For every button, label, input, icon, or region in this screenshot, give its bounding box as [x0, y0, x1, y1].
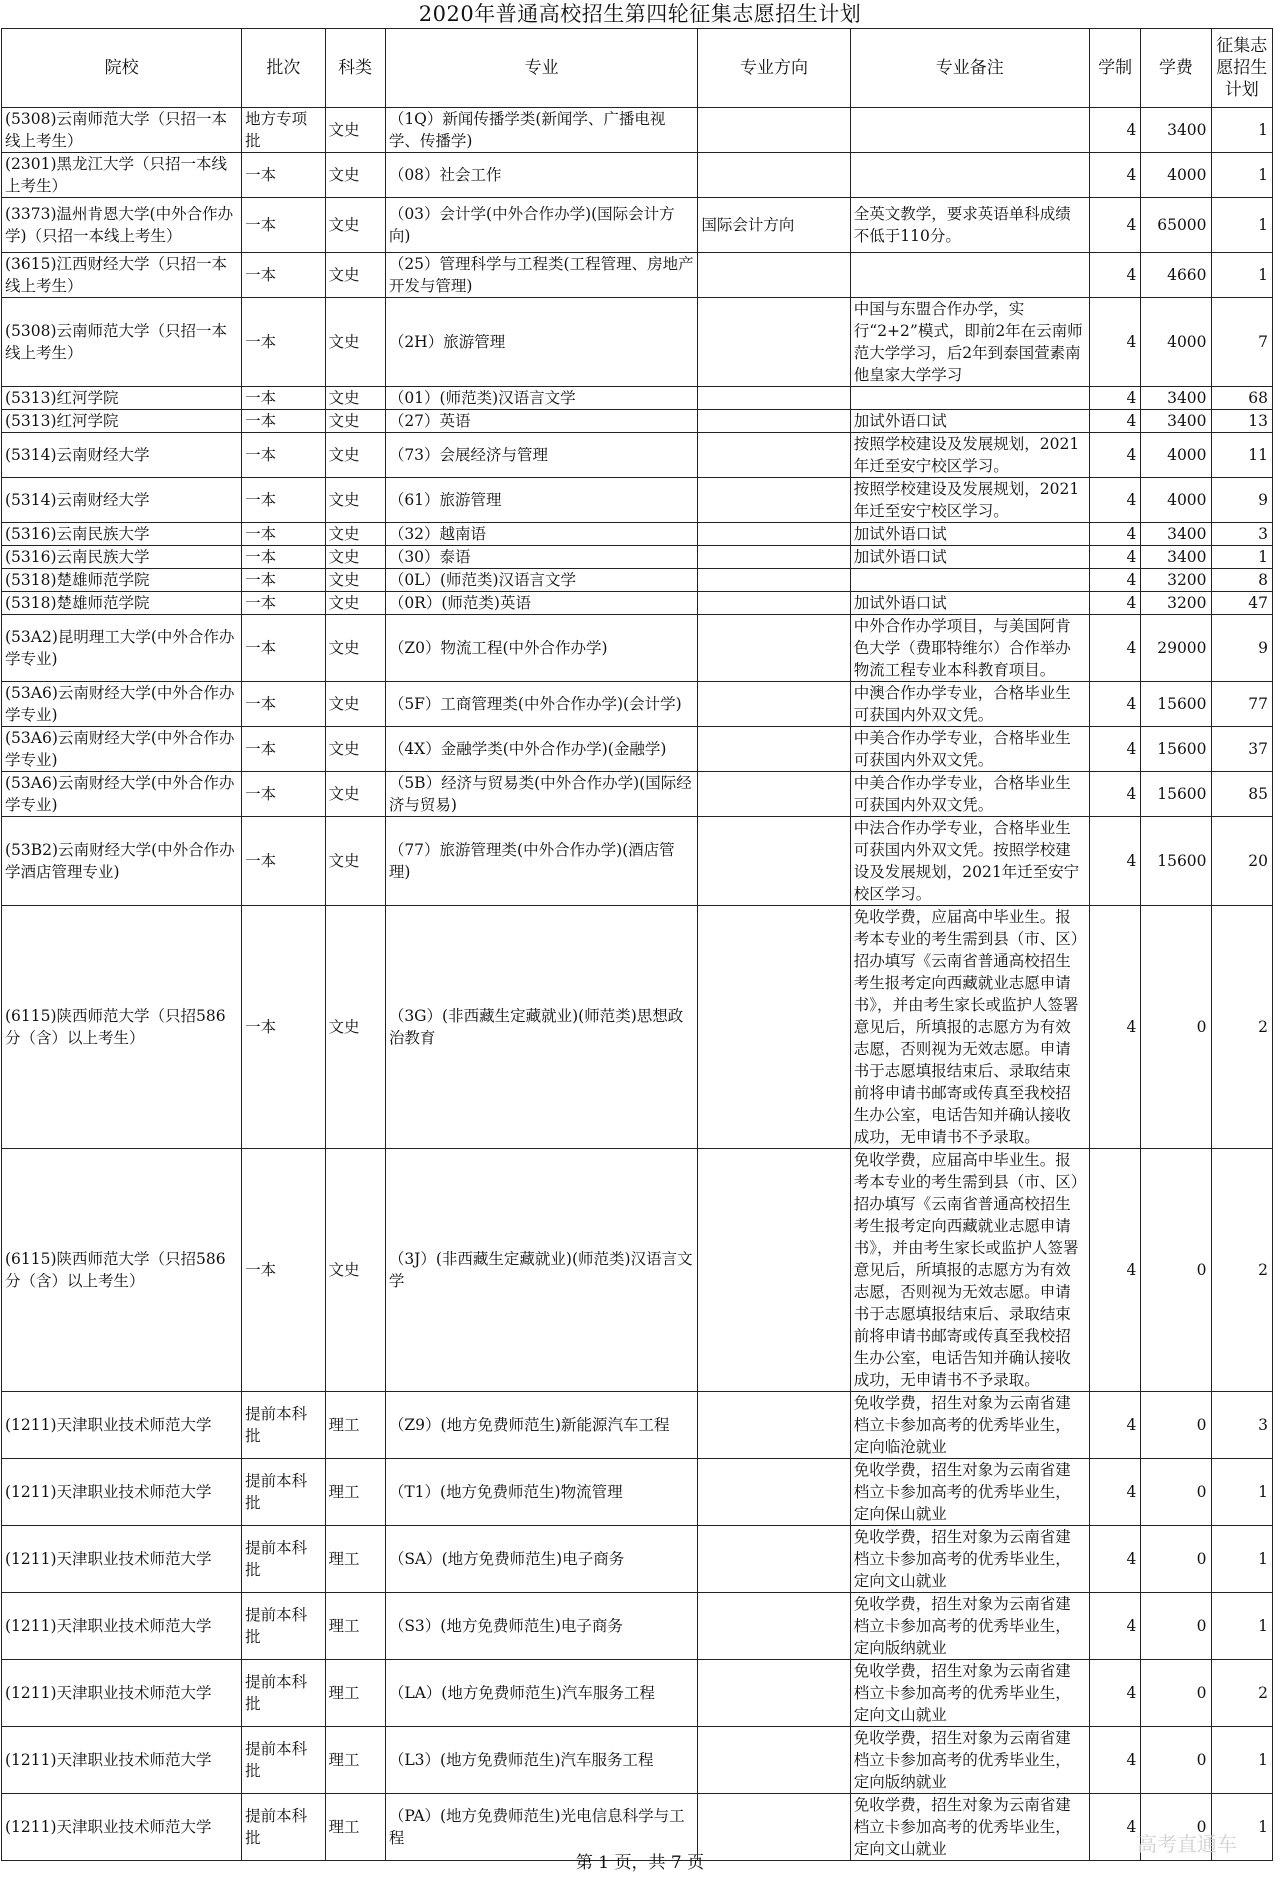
cell-school: (1211)天津职业技术师范大学: [2, 1593, 242, 1660]
cell-plan: 3: [1211, 1392, 1272, 1459]
cell-major: （25）管理科学与工程类(工程管理、房地产开发与管理): [385, 253, 698, 298]
cell-note: 加试外语口试: [850, 592, 1089, 615]
table-row: [2, 727, 1273, 772]
table-row: [2, 253, 1273, 298]
cell-plan: 2: [1211, 906, 1272, 1149]
cell-fee: 15600: [1141, 772, 1211, 817]
cell-direction: [698, 1660, 850, 1727]
cell-note: [850, 108, 1089, 153]
cell-category: 理工: [325, 1593, 385, 1660]
cell-note: 中法合作办学专业，合格毕业生可获国内外双文凭。按照学校建设及发展规划，2021年迁至安宁校区学习。: [850, 817, 1089, 906]
cell-note: 加试外语口试: [850, 546, 1089, 569]
cell-school: (1211)天津职业技术师范大学: [2, 1459, 242, 1526]
cell-years: 4: [1089, 1593, 1141, 1660]
cell-major: （5F）工商管理类(中外合作办学)(会计学): [385, 682, 698, 727]
cell-fee: 15600: [1141, 817, 1211, 906]
cell-batch: 一本: [242, 546, 325, 569]
col-header-batch: 批次: [242, 29, 325, 108]
cell-school: (5313)红河学院: [2, 410, 242, 433]
table-row: [2, 817, 1273, 906]
cell-plan: 1: [1211, 1593, 1272, 1660]
cell-fee: 3400: [1141, 410, 1211, 433]
table-row: [2, 615, 1273, 682]
cell-major: （73）会展经济与管理: [385, 433, 698, 478]
cell-school: (5314)云南财经大学: [2, 478, 242, 523]
cell-direction: [698, 433, 850, 478]
cell-school: (6115)陕西师范大学（只招586分（含）以上考生）: [2, 906, 242, 1149]
cell-plan: 20: [1211, 817, 1272, 906]
cell-plan: 2: [1211, 1149, 1272, 1392]
cell-plan: 77: [1211, 682, 1272, 727]
col-header-note: 专业备注: [850, 29, 1089, 108]
cell-plan: 1: [1211, 108, 1272, 153]
cell-school: (3615)江西财经大学（只招一本线上考生）: [2, 253, 242, 298]
cell-fee: 0: [1141, 1392, 1211, 1459]
cell-direction: [698, 592, 850, 615]
cell-direction: [698, 1149, 850, 1392]
cell-category: 理工: [325, 1526, 385, 1593]
cell-years: 4: [1089, 1459, 1141, 1526]
cell-plan: 1: [1211, 153, 1272, 198]
cell-major: （Z9）(地方免费师范生)新能源汽车工程: [385, 1392, 698, 1459]
cell-batch: 一本: [242, 682, 325, 727]
cell-plan: 1: [1211, 1526, 1272, 1593]
cell-fee: 4000: [1141, 153, 1211, 198]
cell-note: 免收学费，招生对象为云南省建档立卡参加高考的优秀毕业生，定向保山就业: [850, 1459, 1089, 1526]
table-row: [2, 1593, 1273, 1660]
cell-batch: 提前本科批: [242, 1794, 325, 1861]
cell-category: 理工: [325, 1392, 385, 1459]
cell-years: 4: [1089, 569, 1141, 592]
cell-batch: 一本: [242, 569, 325, 592]
cell-years: 4: [1089, 546, 1141, 569]
table-header-row: [2, 29, 1273, 108]
cell-fee: 65000: [1141, 198, 1211, 253]
cell-direction: [698, 727, 850, 772]
table-row: [2, 592, 1273, 615]
cell-category: 文史: [325, 298, 385, 387]
table-row: [2, 410, 1273, 433]
cell-note: 免收学费，招生对象为云南省建档立卡参加高考的优秀毕业生，定向文山就业: [850, 1526, 1089, 1593]
cell-direction: [698, 1526, 850, 1593]
cell-fee: 15600: [1141, 682, 1211, 727]
table-row: [2, 682, 1273, 727]
cell-fee: 15600: [1141, 727, 1211, 772]
cell-major: （30）泰语: [385, 546, 698, 569]
cell-major: （03）会计学(中外合作办学)(国际会计方向): [385, 198, 698, 253]
cell-school: (53B2)云南财经大学(中外合作办学酒店管理专业): [2, 817, 242, 906]
cell-fee: 3400: [1141, 108, 1211, 153]
cell-direction: [698, 1392, 850, 1459]
cell-years: 4: [1089, 1727, 1141, 1794]
cell-direction: [698, 523, 850, 546]
cell-fee: 3400: [1141, 546, 1211, 569]
cell-batch: 提前本科批: [242, 1459, 325, 1526]
cell-years: 4: [1089, 1392, 1141, 1459]
cell-direction: [698, 546, 850, 569]
cell-category: 文史: [325, 108, 385, 153]
cell-plan: 85: [1211, 772, 1272, 817]
cell-note: 加试外语口试: [850, 410, 1089, 433]
cell-years: 4: [1089, 153, 1141, 198]
page-footer: 第 1 页，共 7 页: [575, 1853, 705, 1873]
cell-fee: 29000: [1141, 615, 1211, 682]
cell-batch: 一本: [242, 410, 325, 433]
cell-category: 文史: [325, 433, 385, 478]
cell-school: (53A6)云南财经大学(中外合作办学专业): [2, 682, 242, 727]
cell-years: 4: [1089, 298, 1141, 387]
table-row: [2, 1149, 1273, 1392]
table-row: [2, 108, 1273, 153]
table-body: [2, 108, 1273, 1861]
cell-batch: 一本: [242, 592, 325, 615]
cell-fee: 0: [1141, 1794, 1211, 1861]
cell-direction: [698, 1794, 850, 1861]
cell-years: 4: [1089, 1526, 1141, 1593]
cell-plan: 1: [1211, 546, 1272, 569]
cell-direction: [698, 615, 850, 682]
cell-major: （08）社会工作: [385, 153, 698, 198]
cell-major: （01）(师范类)汉语言文学: [385, 387, 698, 410]
cell-years: 4: [1089, 253, 1141, 298]
watermark: 高考直通车: [1137, 1832, 1237, 1856]
cell-note: 按照学校建设及发展规划，2021年迁至安宁校区学习。: [850, 433, 1089, 478]
cell-major: （0L）(师范类)汉语言文学: [385, 569, 698, 592]
cell-school: (1211)天津职业技术师范大学: [2, 1794, 242, 1861]
cell-school: (6115)陕西师范大学（只招586分（含）以上考生）: [2, 1149, 242, 1392]
cell-direction: [698, 478, 850, 523]
cell-batch: 提前本科批: [242, 1727, 325, 1794]
cell-years: 4: [1089, 1794, 1141, 1861]
cell-years: 4: [1089, 410, 1141, 433]
cell-school: (5316)云南民族大学: [2, 523, 242, 546]
cell-plan: 47: [1211, 592, 1272, 615]
cell-note: 加试外语口试: [850, 523, 1089, 546]
cell-category: 文史: [325, 592, 385, 615]
cell-fee: 0: [1141, 1593, 1211, 1660]
cell-direction: [698, 817, 850, 906]
cell-fee: 4000: [1141, 298, 1211, 387]
cell-major: （Z0）物流工程(中外合作办学): [385, 615, 698, 682]
col-header-direction: 专业方向: [698, 29, 850, 108]
cell-school: (1211)天津职业技术师范大学: [2, 1392, 242, 1459]
cell-note: 中外合作办学项目，与美国阿肯色大学（费耶特维尔）合作举办物流工程专业本科教育项目。: [850, 615, 1089, 682]
cell-school: (5316)云南民族大学: [2, 546, 242, 569]
cell-direction: [698, 253, 850, 298]
table-row: [2, 433, 1273, 478]
cell-note: 中美合作办学专业，合格毕业生可获国内外双文凭。: [850, 772, 1089, 817]
col-header-fee: 学费: [1141, 29, 1211, 108]
cell-note: 免收学费，招生对象为云南省建档立卡参加高考的优秀毕业生，定向文山就业: [850, 1794, 1089, 1861]
cell-note: 免收学费，招生对象为云南省建档立卡参加高考的优秀毕业生，定向版纳就业: [850, 1593, 1089, 1660]
cell-school: (2301)黑龙江大学（只招一本线上考生）: [2, 153, 242, 198]
cell-category: 文史: [325, 906, 385, 1149]
table-row: [2, 1459, 1273, 1526]
cell-fee: 3400: [1141, 387, 1211, 410]
cell-major: （2H）旅游管理: [385, 298, 698, 387]
cell-school: (5313)红河学院: [2, 387, 242, 410]
cell-fee: 3200: [1141, 569, 1211, 592]
cell-plan: 2: [1211, 1660, 1272, 1727]
cell-note: [850, 153, 1089, 198]
cell-fee: 3400: [1141, 523, 1211, 546]
cell-plan: 11: [1211, 433, 1272, 478]
cell-major: （PA）(地方免费师范生)光电信息科学与工程: [385, 1794, 698, 1861]
cell-category: 理工: [325, 1660, 385, 1727]
cell-fee: 0: [1141, 1526, 1211, 1593]
table-row: [2, 387, 1273, 410]
cell-plan: 13: [1211, 410, 1272, 433]
cell-category: 文史: [325, 198, 385, 253]
cell-plan: 7: [1211, 298, 1272, 387]
cell-years: 4: [1089, 387, 1141, 410]
table-row: [2, 906, 1273, 1149]
cell-batch: 提前本科批: [242, 1593, 325, 1660]
cell-plan: 9: [1211, 478, 1272, 523]
cell-batch: 一本: [242, 253, 325, 298]
cell-plan: 8: [1211, 569, 1272, 592]
cell-direction: [698, 1459, 850, 1526]
cell-batch: 一本: [242, 727, 325, 772]
cell-fee: 0: [1141, 906, 1211, 1149]
page-title: 2020年普通高校招生第四轮征集志愿招生计划: [418, 2, 862, 26]
cell-years: 4: [1089, 523, 1141, 546]
cell-plan: 1: [1211, 1459, 1272, 1526]
cell-category: 理工: [325, 1459, 385, 1526]
cell-major: （3J）(非西藏生定藏就业)(师范类)汉语言文学: [385, 1149, 698, 1392]
cell-batch: 一本: [242, 198, 325, 253]
cell-direction: [698, 1727, 850, 1794]
cell-years: 4: [1089, 727, 1141, 772]
cell-years: 4: [1089, 1149, 1141, 1392]
cell-plan: 37: [1211, 727, 1272, 772]
cell-school: (5308)云南师范大学（只招一本线上考生）: [2, 108, 242, 153]
cell-category: 理工: [325, 1727, 385, 1794]
cell-plan: 1: [1211, 1727, 1272, 1794]
cell-note: 免收学费，招生对象为云南省建档立卡参加高考的优秀毕业生，定向文山就业: [850, 1660, 1089, 1727]
cell-category: 文史: [325, 410, 385, 433]
cell-note: 中国与东盟合作办学，实行“2+2”模式，即前2年在云南师范大学学习，后2年到泰国萱素南他皇家大学学习: [850, 298, 1089, 387]
cell-fee: 0: [1141, 1459, 1211, 1526]
cell-major: （3G）(非西藏生定藏就业)(师范类)思想政治教育: [385, 906, 698, 1149]
cell-years: 4: [1089, 817, 1141, 906]
cell-school: (5308)云南师范大学（只招一本线上考生）: [2, 298, 242, 387]
cell-direction: [698, 906, 850, 1149]
cell-school: (5314)云南财经大学: [2, 433, 242, 478]
cell-batch: 一本: [242, 478, 325, 523]
cell-batch: 一本: [242, 433, 325, 478]
cell-years: 4: [1089, 906, 1141, 1149]
cell-major: （0R）(师范类)英语: [385, 592, 698, 615]
table-row: [2, 478, 1273, 523]
table-row: [2, 523, 1273, 546]
cell-major: （L3）(地方免费师范生)汽车服务工程: [385, 1727, 698, 1794]
cell-years: 4: [1089, 108, 1141, 153]
cell-major: （S3）(地方免费师范生)电子商务: [385, 1593, 698, 1660]
cell-fee: 0: [1141, 1149, 1211, 1392]
cell-note: [850, 569, 1089, 592]
cell-school: (5318)楚雄师范学院: [2, 569, 242, 592]
table-row: [2, 198, 1273, 253]
cell-plan: 1: [1211, 253, 1272, 298]
table-row: [2, 1526, 1273, 1593]
cell-note: 全英文教学，要求英语单科成绩不低于110分。: [850, 198, 1089, 253]
cell-batch: 一本: [242, 298, 325, 387]
cell-note: 中澳合作办学专业，合格毕业生可获国内外双文凭。: [850, 682, 1089, 727]
cell-category: 理工: [325, 1794, 385, 1861]
cell-direction: [698, 410, 850, 433]
cell-fee: 4000: [1141, 478, 1211, 523]
table-row: [2, 546, 1273, 569]
cell-batch: 地方专项批: [242, 108, 325, 153]
cell-direction: [698, 387, 850, 410]
cell-major: （5B）经济与贸易类(中外合作办学)(国际经济与贸易): [385, 772, 698, 817]
cell-category: 文史: [325, 253, 385, 298]
cell-major: （1Q）新闻传播学类(新闻学、广播电视学、传播学): [385, 108, 698, 153]
cell-batch: 提前本科批: [242, 1660, 325, 1727]
cell-school: (1211)天津职业技术师范大学: [2, 1727, 242, 1794]
table-row: [2, 1660, 1273, 1727]
cell-major: （SA）(地方免费师范生)电子商务: [385, 1526, 698, 1593]
cell-fee: 0: [1141, 1727, 1211, 1794]
cell-school: (53A6)云南财经大学(中外合作办学专业): [2, 727, 242, 772]
cell-category: 文史: [325, 153, 385, 198]
cell-batch: 一本: [242, 817, 325, 906]
cell-plan: 68: [1211, 387, 1272, 410]
cell-batch: 一本: [242, 615, 325, 682]
table-row: [2, 1794, 1273, 1861]
cell-direction: [698, 298, 850, 387]
cell-batch: 一本: [242, 772, 325, 817]
cell-batch: 提前本科批: [242, 1392, 325, 1459]
cell-note: 免收学费，招生对象为云南省建档立卡参加高考的优秀毕业生，定向版纳就业: [850, 1727, 1089, 1794]
cell-fee: 4660: [1141, 253, 1211, 298]
cell-direction: [698, 108, 850, 153]
cell-batch: 一本: [242, 153, 325, 198]
cell-major: （T1）(地方免费师范生)物流管理: [385, 1459, 698, 1526]
cell-note: [850, 253, 1089, 298]
cell-years: 4: [1089, 198, 1141, 253]
cell-major: （32）越南语: [385, 523, 698, 546]
cell-category: 文史: [325, 1149, 385, 1392]
cell-major: （61）旅游管理: [385, 478, 698, 523]
table-row: [2, 298, 1273, 387]
table-row: [2, 1392, 1273, 1459]
cell-years: 4: [1089, 682, 1141, 727]
cell-school: (1211)天津职业技术师范大学: [2, 1526, 242, 1593]
cell-fee: 0: [1141, 1660, 1211, 1727]
cell-category: 文史: [325, 569, 385, 592]
cell-major: （77）旅游管理类(中外合作办学)(酒店管理): [385, 817, 698, 906]
cell-category: 文史: [325, 817, 385, 906]
cell-school: (53A6)云南财经大学(中外合作办学专业): [2, 772, 242, 817]
cell-note: 免收学费，招生对象为云南省建档立卡参加高考的优秀毕业生，定向临沧就业: [850, 1392, 1089, 1459]
cell-category: 文史: [325, 682, 385, 727]
col-header-major: 专业: [385, 29, 698, 108]
cell-direction: [698, 569, 850, 592]
cell-category: 文史: [325, 615, 385, 682]
cell-plan: 9: [1211, 615, 1272, 682]
cell-years: 4: [1089, 592, 1141, 615]
cell-plan: 3: [1211, 523, 1272, 546]
cell-plan: 1: [1211, 198, 1272, 253]
cell-batch: 一本: [242, 523, 325, 546]
cell-category: 文史: [325, 772, 385, 817]
cell-direction: [698, 772, 850, 817]
cell-batch: 一本: [242, 387, 325, 410]
table-row: [2, 569, 1273, 592]
cell-note: 中美合作办学专业，合格毕业生可获国内外双文凭。: [850, 727, 1089, 772]
cell-major: （4X）金融学类(中外合作办学)(金融学): [385, 727, 698, 772]
col-header-school: 院校: [2, 29, 242, 108]
cell-school: (53A2)昆明理工大学(中外合作办学专业): [2, 615, 242, 682]
cell-direction: [698, 1593, 850, 1660]
cell-major: （LA）(地方免费师范生)汽车服务工程: [385, 1660, 698, 1727]
col-header-years: 学制: [1089, 29, 1141, 108]
cell-plan: 1: [1211, 1794, 1272, 1861]
cell-years: 4: [1089, 1660, 1141, 1727]
cell-major: （27）英语: [385, 410, 698, 433]
cell-years: 4: [1089, 478, 1141, 523]
cell-category: 文史: [325, 478, 385, 523]
cell-school: (5318)楚雄师范学院: [2, 592, 242, 615]
cell-school: (3373)温州肯恩大学(中外合作办学)（只招一本线上考生）: [2, 198, 242, 253]
cell-school: (1211)天津职业技术师范大学: [2, 1660, 242, 1727]
cell-category: 文史: [325, 727, 385, 772]
cell-note: 免收学费，应届高中毕业生。报考本专业的考生需到县（市、区）招办填写《云南省普通高校招生考生报考定向西藏就业志愿申请书》，并由考生家长或监护人签署意见后，所填报的志愿方为有效志愿，否则视为无效志愿。申请书于志愿填报结束后、录取结束前将申请书邮寄或传真至我校招生办公室，电话告知并确认接收成功，无申请书不予录取。: [850, 906, 1089, 1149]
cell-note: 按照学校建设及发展规划，2021年迁至安宁校区学习。: [850, 478, 1089, 523]
cell-direction: 国际会计方向: [698, 198, 850, 253]
cell-fee: 4000: [1141, 433, 1211, 478]
cell-category: 文史: [325, 546, 385, 569]
cell-years: 4: [1089, 772, 1141, 817]
cell-fee: 3200: [1141, 592, 1211, 615]
cell-years: 4: [1089, 615, 1141, 682]
cell-category: 文史: [325, 387, 385, 410]
cell-batch: 提前本科批: [242, 1526, 325, 1593]
table-row: [2, 772, 1273, 817]
enrollment-plan-table: [1, 28, 1273, 1861]
cell-note: [850, 387, 1089, 410]
cell-direction: [698, 153, 850, 198]
table-row: [2, 153, 1273, 198]
cell-years: 4: [1089, 433, 1141, 478]
cell-category: 文史: [325, 523, 385, 546]
cell-batch: 一本: [242, 1149, 325, 1392]
cell-note: 免收学费，应届高中毕业生。报考本专业的考生需到县（市、区）招办填写《云南省普通高校招生考生报考定向西藏就业志愿申请书》，并由考生家长或监护人签署意见后，所填报的志愿方为有效志愿，否则视为无效志愿。申请书于志愿填报结束后、录取结束前将申请书邮寄或传真至我校招生办公室，电话告知并确认接收成功，无申请书不予录取。: [850, 1149, 1089, 1392]
cell-direction: [698, 682, 850, 727]
col-header-plan: 征集志愿招生计划: [1211, 29, 1272, 108]
table-row: [2, 1727, 1273, 1794]
cell-batch: 一本: [242, 906, 325, 1149]
col-header-category: 科类: [325, 29, 385, 108]
